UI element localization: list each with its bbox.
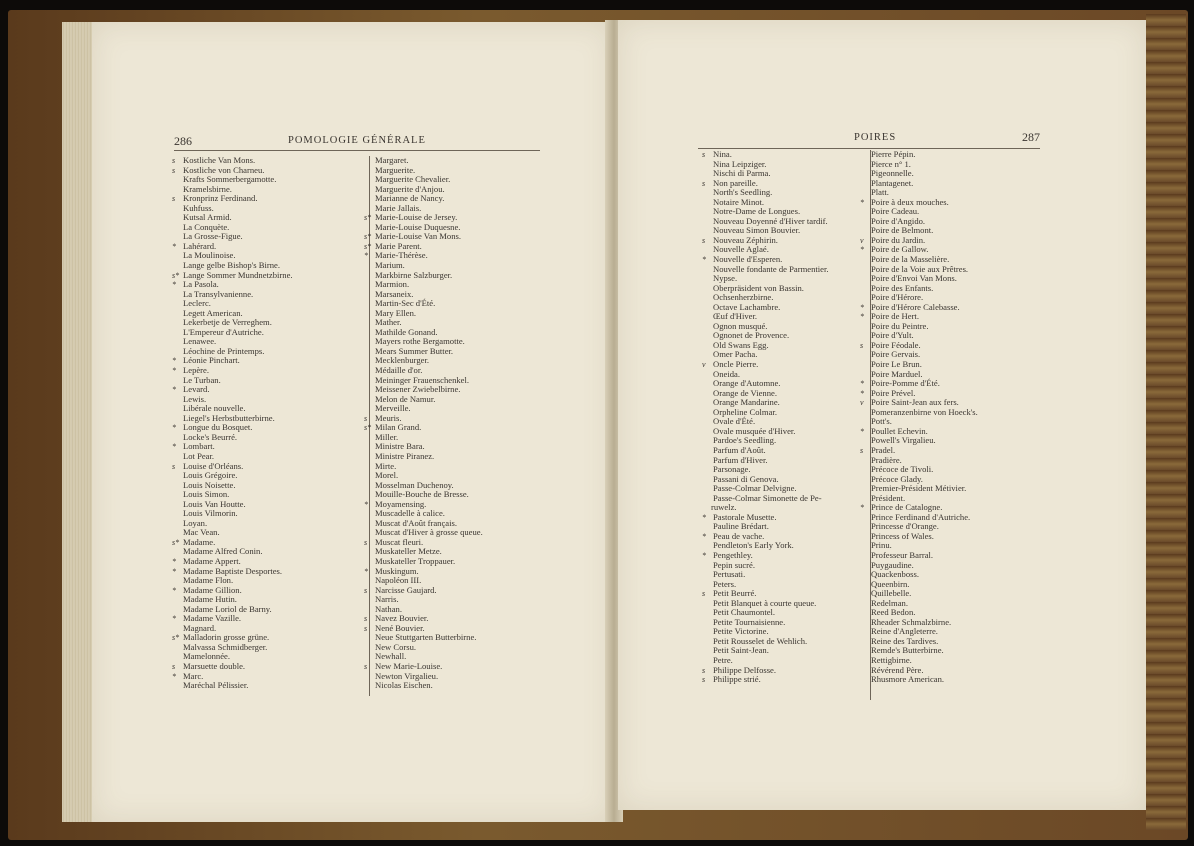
entry-name: Louise d'Orléans. — [183, 460, 244, 471]
entry-name: Legett American. — [183, 307, 243, 318]
entry-name: Louis Noisette. — [183, 479, 236, 490]
entry-name: Neue Stuttgarten Butterbirne. — [375, 632, 477, 643]
entry-marker: s* — [172, 633, 180, 643]
entry-name: Nouvelle Aglaé. — [713, 244, 769, 255]
entry-marker: v — [702, 360, 706, 370]
entry-name: Louis Van Houtte. — [183, 498, 246, 509]
entry-name: Princess of Wales. — [871, 530, 934, 541]
entry-name: Platt. — [871, 187, 889, 198]
entry-name: Poire Gervais. — [871, 349, 921, 360]
entry-name: Professeur Barral. — [871, 549, 934, 560]
entry-name: Pepin sucré. — [713, 559, 756, 570]
index-entry — [702, 675, 829, 685]
entry-name: Redelman. — [871, 597, 908, 608]
right-page — [618, 20, 1146, 810]
entry-name: Nina Leipziger. — [713, 158, 767, 169]
entry-name: Lenawee. — [183, 336, 217, 347]
entry-name: Pengethley. — [713, 549, 753, 560]
entry-name: Lahérard. — [183, 240, 217, 251]
entry-name: Leclerc. — [183, 298, 211, 309]
entry-marker: * — [364, 251, 368, 261]
entry-marker: * — [860, 197, 864, 207]
entry-marker: s* — [364, 232, 372, 242]
entry-marker: v — [860, 398, 864, 408]
entry-name: Marie-Louise Van Mons. — [375, 231, 462, 242]
entry-marker: * — [172, 356, 176, 366]
entry-name: Passe-Colmar Delvigne. — [713, 483, 797, 494]
entry-name: Krafts Sommerbergamotte. — [183, 174, 277, 185]
entry-name: Muskingum. — [375, 565, 419, 576]
entry-name: Poullet Echevin. — [871, 425, 928, 436]
entry-name: Précoce Glady. — [871, 473, 923, 484]
entry-name: Marmion. — [375, 279, 410, 290]
entry-marker: s* — [364, 241, 372, 251]
index-column-3 — [702, 150, 829, 685]
entry-name: Premier-Président Métivier. — [871, 483, 967, 494]
entry-name: Orange d'Automne. — [713, 378, 781, 389]
entry-name: Œuf d'Hiver. — [713, 311, 758, 322]
entry-name: Poire de la Voie aux Prêtres. — [871, 263, 969, 274]
header-rule-left — [174, 150, 540, 151]
entry-name: Lange gelbe Bishop's Birne. — [183, 260, 281, 271]
entry-name: La Moulinoise. — [183, 250, 236, 261]
running-head-right: POIRES — [854, 132, 897, 143]
entry-name: Orange de Vienne. — [713, 387, 777, 398]
entry-marker: s — [364, 661, 368, 671]
entry-marker: * — [172, 241, 176, 251]
entry-name: Marie Jallais. — [375, 202, 422, 213]
entry-name: Longue du Bosquet. — [183, 422, 253, 433]
entry-name: Philippe strié. — [713, 674, 761, 685]
entry-name: Mears Summer Butter. — [375, 345, 454, 356]
entry-name: Marie-Louise de Jersey. — [375, 212, 458, 223]
entry-name: Marguerite. — [375, 164, 416, 175]
entry-marker: * — [860, 302, 864, 312]
entry-name: Précoce de Tivoli. — [871, 464, 934, 475]
entry-name: Markbirne Salzburger. — [375, 269, 453, 280]
page-number-right: 287 — [1022, 130, 1040, 144]
entry-name: Reine d'Angleterre. — [871, 626, 938, 637]
entry-name: Ochsenherzbirne. — [713, 292, 774, 303]
entry-name: Poire à deux mouches. — [871, 196, 949, 207]
entry-name: Libérale nouvelle. — [183, 403, 246, 414]
entry-name: Poire Cadeau. — [871, 206, 920, 217]
entry-marker: s* — [172, 270, 180, 280]
entry-name: Meuris. — [375, 412, 402, 423]
entry-name: Marguerite d'Anjou. — [375, 183, 445, 194]
entry-name: Ministre Piranez. — [375, 450, 435, 461]
entry-name: Remde's Butterbirne. — [871, 645, 944, 656]
entry-name: Muskateller Troppauer. — [375, 555, 456, 566]
entry-name: Rhusmore American. — [871, 674, 945, 685]
entry-name: Lange Sommer Mundnetzbirne. — [183, 269, 293, 280]
entry-name: Pomeranzenbirne von Hoeck's. — [871, 406, 978, 417]
entry-name: Poire Marduel. — [871, 368, 923, 379]
entry-name: Madame Vazille. — [183, 613, 242, 624]
entry-name: Parfum d'Hiver. — [713, 454, 768, 465]
entry-marker: * — [860, 312, 864, 322]
entry-name: Nicolas Eischen. — [375, 680, 433, 691]
entry-name: Nouveau Doyenné d'Hiver tardif. — [713, 215, 828, 226]
entry-name: Martin-Sec d'Été. — [375, 298, 436, 309]
entry-marker: s* — [364, 423, 372, 433]
entry-name: Milan Grand. — [375, 422, 422, 433]
entry-name: Oneida. — [713, 368, 740, 379]
entry-name: Prince de Catalogne. — [871, 502, 943, 513]
entry-name: Poire Le Brun. — [871, 359, 922, 370]
entry-marker: * — [702, 512, 706, 522]
entry-marker: * — [702, 550, 706, 560]
entry-name: Reine des Tardives. — [871, 635, 939, 646]
entry-name: North's Seedling. — [713, 187, 773, 198]
entry-name: Poire de la Masselière. — [871, 254, 950, 265]
entry-name: Oberpräsident von Bassin. — [713, 282, 804, 293]
entry-name: Marie-Thérèse. — [375, 250, 428, 261]
entry-marker: s — [172, 165, 176, 175]
entry-name: Lekerbetje de Verreghem. — [183, 317, 272, 328]
entry-name: Kronprinz Ferdinand. — [183, 193, 258, 204]
entry-name: Léonie Pinchart. — [183, 355, 240, 366]
entry-marker: * — [860, 245, 864, 255]
entry-name: Le Turban. — [183, 374, 221, 385]
entry-name: Nouvelle fondante de Parmentier. — [713, 263, 829, 274]
entry-marker: s — [702, 150, 706, 159]
entry-name: Loyan. — [183, 517, 208, 528]
entry-marker: * — [172, 442, 176, 452]
entry-name: Petite Tournaisienne. — [713, 616, 786, 627]
entry-name: Ministre Bara. — [375, 441, 425, 452]
running-head-left: POMOLOGIE GÉNÉRALE — [288, 135, 426, 146]
entry-name: Petit Chaumontel. — [713, 607, 776, 618]
entry-marker: * — [860, 503, 864, 513]
entry-name: Notaire Minot. — [713, 196, 765, 207]
entry-name: Nischi di Parma. — [713, 168, 771, 179]
entry-name: Marsuette double. — [183, 660, 246, 671]
entry-name: Pastorale Musette. — [713, 511, 777, 522]
entry-name: Omer Pacha. — [713, 349, 758, 360]
entry-name: Président. — [871, 492, 906, 503]
entry-name: Maréchal Pélissier. — [183, 680, 249, 691]
entry-marker: s — [172, 461, 176, 471]
entry-name: Parfum d'Août. — [713, 444, 766, 455]
entry-name: Parsonage. — [713, 464, 751, 475]
entry-name: Kostliche von Charneu. — [183, 164, 265, 175]
entry-name: Louis Vilmorin. — [183, 508, 238, 519]
entry-name: Madame Alfred Conin. — [183, 546, 263, 557]
entry-name: Madame. — [183, 536, 216, 547]
entry-name: Louis Grégoire. — [183, 470, 238, 481]
entry-name: Poire de Gallow. — [871, 244, 929, 255]
entry-name: Poire d'Yult. — [871, 330, 914, 341]
entry-marker: * — [860, 379, 864, 389]
entry-name: Mayers rothe Bergamotte. — [375, 336, 465, 347]
entry-name: Kutsal Armid. — [183, 212, 232, 223]
entry-name: Ognonet de Provence. — [713, 330, 790, 341]
entry-name: Plantagenet. — [871, 177, 914, 188]
entry-marker: * — [364, 566, 368, 576]
entry-name: Lepère. — [183, 365, 209, 376]
entry-name: Marsaneix. — [375, 288, 414, 299]
entry-name: Marguerite Chevalier. — [375, 174, 451, 185]
entry-name: Mary Ellen. — [375, 307, 417, 318]
entry-name: ruwelz. — [711, 502, 737, 513]
entry-marker: * — [172, 556, 176, 566]
entry-name: Reed Bedon. — [871, 607, 916, 618]
entry-name: Pendleton's Early York. — [713, 540, 794, 551]
entry-name: Magnard. — [183, 622, 217, 633]
entry-marker: s — [702, 589, 706, 599]
entry-name: Marie Parent. — [375, 240, 422, 251]
entry-marker: s — [702, 665, 706, 675]
entry-name: Passani di Genova. — [713, 473, 779, 484]
entry-name: Petit Saint-Jean. — [713, 645, 769, 656]
entry-name: Poire d'Hérore. — [871, 292, 924, 303]
entry-name: Malvassa Schmidberger. — [183, 641, 268, 652]
entry-name: Peters. — [713, 578, 737, 589]
entry-name: Mather. — [375, 317, 402, 328]
entry-name: Muscat d'Hiver à grosse queue. — [375, 527, 483, 538]
entry-name: Liegel's Herbstbutterbirne. — [183, 412, 275, 423]
entry-marker: s — [172, 661, 176, 671]
entry-marker: s — [364, 413, 368, 423]
index-entry — [364, 681, 483, 691]
cover-edge-right — [1146, 14, 1186, 830]
entry-name: New Marie-Louise. — [375, 660, 443, 671]
entry-name: Notre-Dame de Longues. — [713, 206, 801, 217]
entry-name: Morel. — [375, 470, 399, 481]
entry-name: Petit Blanquet à courte queue. — [713, 597, 817, 608]
entry-name: Petre. — [713, 654, 733, 665]
entry-name: Nina. — [713, 149, 732, 159]
entry-name: Princesse d'Orange. — [871, 521, 939, 532]
entry-name: Nathan. — [375, 603, 402, 614]
entry-name: Mathilde Gonand. — [375, 326, 438, 337]
entry-name: Narcisse Gaujard. — [375, 584, 437, 595]
entry-name: Levard. — [183, 384, 210, 395]
entry-name: Melon de Namur. — [375, 393, 436, 404]
entry-name: Lombart. — [183, 441, 215, 452]
entry-name: Léochine de Printemps. — [183, 345, 265, 356]
entry-marker: s* — [172, 537, 180, 547]
header-rule-right — [698, 148, 1040, 149]
entry-marker: s — [172, 194, 176, 204]
entry-name: Pradière. — [871, 454, 902, 465]
entry-marker: * — [172, 614, 176, 624]
entry-name: Petite Victorine. — [713, 626, 769, 637]
entry-name: Napoléon III. — [375, 575, 422, 586]
entry-marker: * — [702, 255, 706, 265]
entry-name: Rettigbirne. — [871, 654, 912, 665]
entry-marker: s — [364, 585, 368, 595]
left-page — [92, 22, 612, 822]
entry-name: Poire des Enfants. — [871, 282, 934, 293]
entry-name: Pertusati. — [713, 569, 746, 580]
entry-name: Powell's Virgalieu. — [871, 435, 936, 446]
entry-marker: s — [702, 178, 706, 188]
entry-name: Lot Pear. — [183, 450, 215, 461]
entry-name: Marium. — [375, 260, 405, 271]
entry-marker: s* — [364, 213, 372, 223]
entry-name: Poire d'Envoi Van Mons. — [871, 273, 957, 284]
entry-marker: * — [172, 366, 176, 376]
entry-name: Nouveau Simon Bouvier. — [713, 225, 801, 236]
entry-name: Poire d'Hérore Calebasse. — [871, 301, 960, 312]
entry-name: Poire du Peintre. — [871, 320, 929, 331]
entry-name: Poire Prével. — [871, 387, 916, 398]
entry-name: L'Empereur d'Autriche. — [183, 326, 264, 337]
entry-name: Puygaudine. — [871, 559, 914, 570]
entry-name: Kostliche Van Mons. — [183, 155, 256, 165]
entry-name: Ovale musquée d'Hiver. — [713, 425, 796, 436]
index-column-2 — [364, 156, 483, 691]
entry-name: Pierre Pépin. — [871, 149, 916, 159]
entry-marker: v — [860, 235, 864, 245]
entry-name: Mirte. — [375, 460, 397, 471]
entry-name: Madame Gillion. — [183, 584, 242, 595]
entry-name: Navez Bouvier. — [375, 613, 429, 624]
entry-name: Pierce n° 1. — [871, 158, 911, 169]
entry-name: Nené Bouvier. — [375, 622, 425, 633]
entry-marker: s — [860, 445, 864, 455]
entry-name: Peau de vache. — [713, 530, 765, 541]
entry-name: Quillebelle. — [871, 588, 912, 599]
entry-name: Rheader Schmalzbirne. — [871, 616, 952, 627]
entry-name: Prince Ferdinand d'Autriche. — [871, 511, 971, 522]
entry-name: Madame Hutin. — [183, 594, 237, 605]
entry-name: Mac Vean. — [183, 527, 220, 538]
entry-marker: s — [364, 537, 368, 547]
entry-name: Médaille d'or. — [375, 365, 423, 376]
entry-marker: * — [702, 531, 706, 541]
entry-name: Poire de Belmont. — [871, 225, 934, 236]
entry-name: Muscat fleuri. — [375, 536, 424, 547]
entry-name: Poire Saint-Jean aux fers. — [871, 397, 959, 408]
entry-marker: s — [702, 235, 706, 245]
entry-marker: * — [860, 426, 864, 436]
entry-name: Meininger Frauenschenkel. — [375, 374, 470, 385]
entry-name: Nouveau Zéphirin. — [713, 234, 778, 245]
entry-name: Louis Simon. — [183, 489, 230, 500]
entry-name: Muskateller Metze. — [375, 546, 442, 557]
entry-marker: * — [364, 499, 368, 509]
index-column-1 — [172, 156, 293, 691]
entry-name: Miller. — [375, 431, 399, 442]
entry-name: Locke's Beurré. — [183, 431, 238, 442]
entry-name: Nouvelle d'Esperen. — [713, 254, 783, 265]
entry-name: Pott's. — [871, 416, 892, 427]
entry-marker: * — [172, 585, 176, 595]
entry-marker: * — [172, 385, 176, 395]
entry-name: Malladorin grosse grüne. — [183, 632, 270, 643]
entry-name: Orange Mandarine. — [713, 397, 780, 408]
entry-marker: * — [860, 388, 864, 398]
entry-name: Moyamensing. — [375, 498, 427, 509]
entry-name: Margaret. — [375, 155, 409, 165]
entry-name: Newton Virgalieu. — [375, 670, 439, 681]
entry-marker: s — [860, 340, 864, 350]
entry-marker: * — [172, 423, 176, 433]
entry-name: Muscat d'Août français. — [375, 517, 457, 528]
entry-marker: s — [702, 675, 706, 685]
entry-name: Ovale d'Été. — [713, 416, 756, 427]
entry-name: Pauline Brédart. — [713, 521, 769, 532]
entry-marker: * — [172, 671, 176, 681]
entry-name: Révérend Père. — [871, 664, 924, 675]
entry-name: Narris. — [375, 594, 399, 605]
entry-name: Marianne de Nancy. — [375, 193, 445, 204]
entry-name: La Pasola. — [183, 279, 219, 290]
entry-name: Kramelsbirne. — [183, 183, 232, 194]
entry-name: Mosselman Duchenoy. — [375, 479, 454, 490]
entry-name: Passe-Colmar Simonette de Pe- — [713, 492, 822, 503]
entry-name: Marie-Louise Duquesne. — [375, 221, 461, 232]
entry-name: Poire du Jardin. — [871, 234, 926, 245]
entry-name: Madame Flon. — [183, 575, 234, 586]
entry-name: Petit Rousselet de Wehlich. — [713, 635, 808, 646]
entry-marker: s — [364, 623, 368, 633]
page-number-left: 286 — [174, 134, 192, 148]
entry-name: Newhall. — [375, 651, 407, 662]
entry-name: Petit Beurré. — [713, 588, 757, 599]
entry-name: Mouille-Bouche de Bresse. — [375, 489, 469, 500]
entry-name: Kuhfuss. — [183, 202, 214, 213]
entry-name: La Grosse-Figue. — [183, 231, 243, 242]
entry-name: Poire Féodale. — [871, 339, 921, 350]
entry-name: Madame Baptiste Desportes. — [183, 565, 283, 576]
entry-name: New Corsu. — [375, 641, 417, 652]
entry-name: Non pareille. — [713, 177, 758, 188]
entry-name: Queenbirn. — [871, 578, 910, 589]
entry-name: Orpheline Colmar. — [713, 406, 777, 417]
entry-name: Philippe Delfosse. — [713, 664, 777, 675]
entry-name: Quackenboss. — [871, 569, 919, 580]
entry-marker: * — [172, 566, 176, 576]
entry-name: Oncle Pierre. — [713, 359, 759, 370]
entry-name: Pardoe's Seedling. — [713, 435, 777, 446]
entry-name: Meissener Zwiebelbirne. — [375, 384, 461, 395]
entry-marker: s — [172, 156, 176, 165]
entry-marker: * — [172, 280, 176, 290]
entry-name: La Transylvanienne. — [183, 288, 254, 299]
index-entry — [172, 681, 293, 691]
entry-name: Poire d'Angido. — [871, 215, 926, 226]
entry-name: Old Swans Egg. — [713, 339, 769, 350]
entry-name: Pradel. — [871, 444, 896, 455]
entry-name: Octave Lachambre. — [713, 301, 781, 312]
entry-name: Ognon musqué. — [713, 320, 768, 331]
entry-name: Madame Appert. — [183, 555, 241, 566]
entry-name: Merveille. — [375, 403, 411, 414]
entry-name: Marc. — [183, 670, 204, 681]
entry-name: Pigeonnelle. — [871, 168, 914, 179]
entry-name: Madame Loriol de Barny. — [183, 603, 272, 614]
entry-marker: s — [364, 614, 368, 624]
entry-name: Poire de Hert. — [871, 311, 919, 322]
entry-name: Poire-Pomme d'Été. — [871, 378, 940, 389]
index-entry — [860, 675, 978, 685]
entry-name: Mecklenburger. — [375, 355, 430, 366]
entry-name: La Conquète. — [183, 221, 230, 232]
entry-name: Mamelonnée. — [183, 651, 231, 662]
entry-name: Muscadelle à calice. — [375, 508, 445, 519]
entry-name: Nypse. — [713, 273, 738, 284]
entry-name: Prinu. — [871, 540, 892, 551]
index-column-4 — [860, 150, 978, 685]
entry-name: Lewis. — [183, 393, 207, 404]
